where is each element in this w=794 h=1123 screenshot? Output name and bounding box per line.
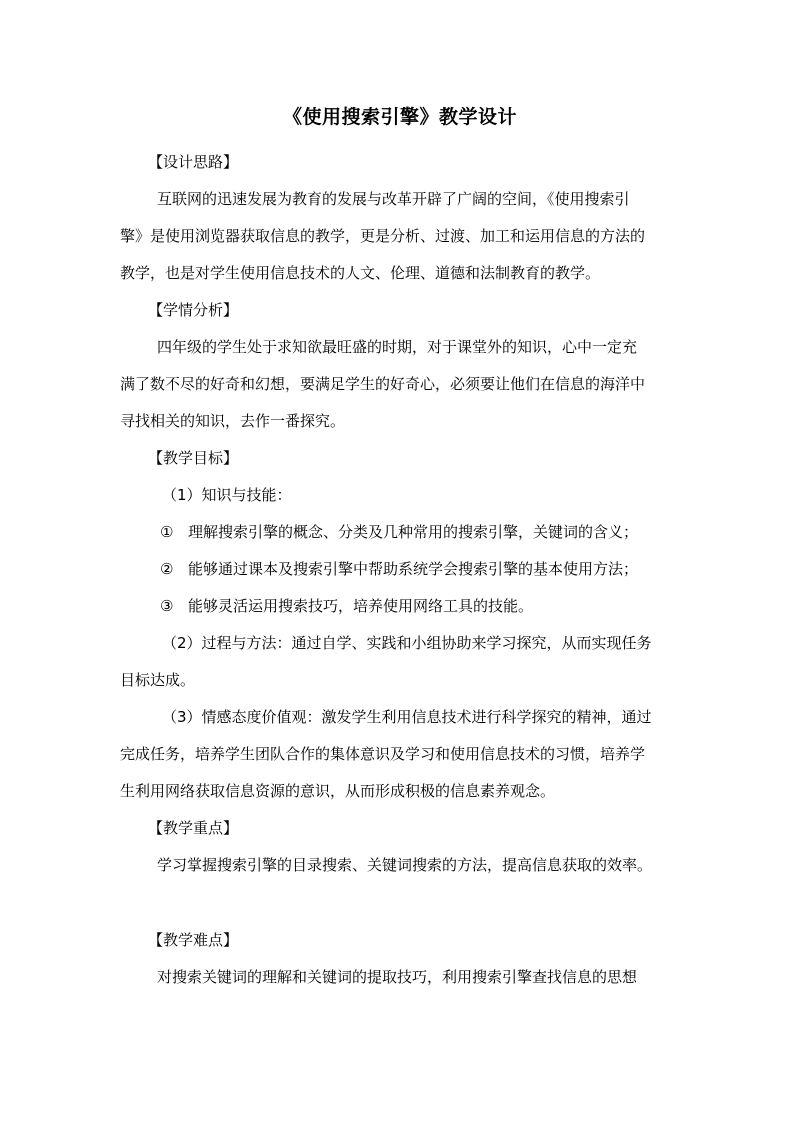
section-heading-design: 【设计思路】 [148,153,239,171]
paragraph-line: 完成任务，培养学生团队合作的集体意识及学习和使用信息技术的习惯，培养学 [120,745,646,763]
paragraph-difficult [120,959,680,996]
paragraph-emotion-values [120,699,680,810]
paragraph-line: （2）过程与方法：通过自学、实践和小组协助来学习探究，从而实现任务 [162,634,652,652]
paragraph-line: 四年级的学生处于求知欲最旺盛的时期，对于课堂外的知识，心中一定充 [157,338,638,356]
goal-item-number: ③ [160,597,174,615]
goal-item [120,588,680,625]
paragraph-key [120,847,680,884]
paragraph-process-method [120,625,680,699]
section-heading-difficult: 【教学难点】 [148,931,239,949]
goal-item-text: 能够通过课本及搜索引擎中帮助系统学会搜索引擎的基本使用方法； [188,560,639,578]
paragraph-line: （3）情感态度价值观：激发学生利用信息技术进行科学探究的精神，通过 [162,708,652,726]
blank-line [120,884,680,922]
paragraph-line: 教学，也是对学生使用信息技术的人文、伦理、道德和法制教育的教学。 [120,264,601,282]
paragraph-line: 生利用网络获取信息资源的意识，从而形成积极的信息素养观念。 [120,782,556,800]
paragraph-line: 互联网的迅速发展为教育的发展与改革开辟了广阔的空间，《使用搜索引 [157,190,630,208]
paragraph-line: 寻找相关的知识，去作一番探究。 [120,412,346,430]
goal-item-text: 理解搜索引擎的概念、分类及几种常用的搜索引擎，关键词的含义； [188,523,639,541]
paragraph-line: 擎》是使用浏览器获取信息的教学，更是分析、过渡、加工和运用信息的方法的 [120,227,646,245]
goal-item-text: 能够灵活运用搜索技巧，培养使用网络工具的技能。 [188,597,534,615]
paragraph-line: 对搜索关键词的理解和关键词的提取技巧，利用搜索引擎查找信息的思想 [157,968,638,986]
paragraph-line: 满了数不尽的好奇和幻想，要满足学生的好奇心，必须要让他们在信息的海洋中 [120,375,646,393]
paragraph-line: 学习掌握搜索引擎的目录搜索、关键词搜索的方法，提高信息获取的效率。 [157,856,653,874]
goal-item-number: ① [160,523,174,541]
document-page [120,100,680,996]
paragraph-design [120,181,680,292]
paragraph-analysis [120,329,680,440]
section-heading-goals: 【教学目标】 [148,449,239,467]
goal-item [120,551,680,588]
section-heading-key: 【教学重点】 [148,819,239,837]
goal-item [120,514,680,551]
document-title: 《使用搜索引擎》教学设计 [282,106,517,128]
paragraph-line: 目标达成。 [120,671,196,689]
section-heading-analysis: 【学情分析】 [148,301,239,319]
goals-subheading-knowledge: （1）知识与技能： [162,486,292,504]
goal-item-number: ② [160,560,174,578]
